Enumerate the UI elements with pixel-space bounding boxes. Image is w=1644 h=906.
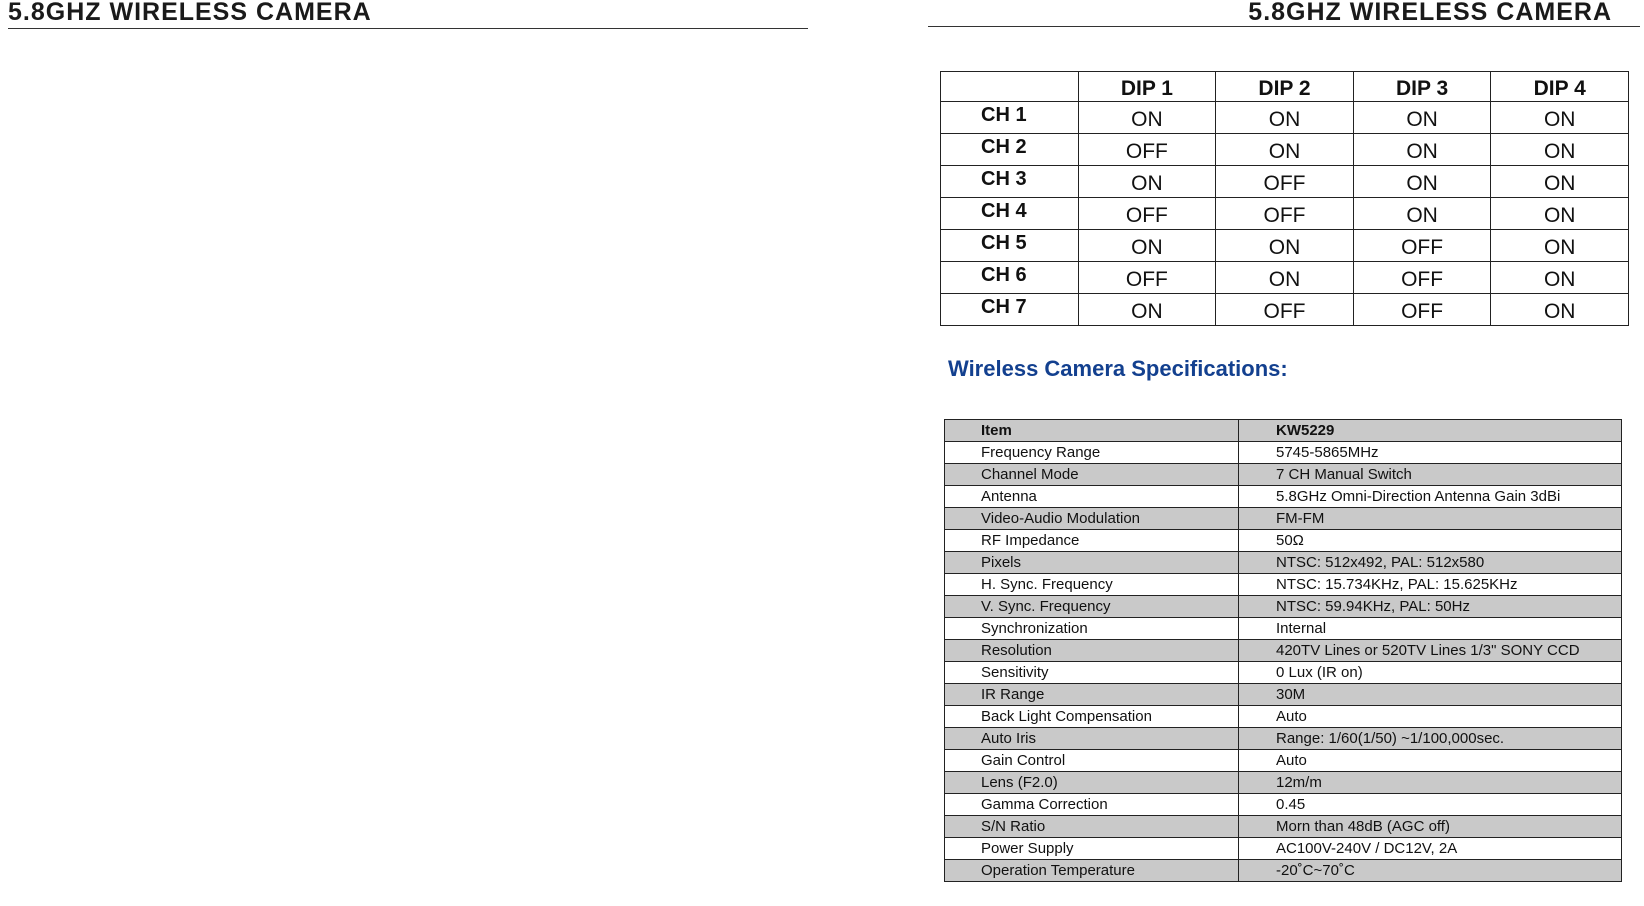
dip-header-cell: DIP 1 bbox=[1078, 72, 1216, 102]
channel-label: CH 7 bbox=[941, 294, 1079, 326]
spec-row bbox=[945, 486, 1622, 508]
dip-row bbox=[941, 230, 1629, 262]
specifications-table bbox=[944, 419, 1622, 882]
spec-row bbox=[945, 442, 1622, 464]
dip-state-cell: ON bbox=[1353, 102, 1491, 134]
spec-value-cell: 0 Lux (IR on) bbox=[1239, 662, 1622, 684]
spec-value-cell: 7 CH Manual Switch bbox=[1239, 464, 1622, 486]
spec-value-cell: -20˚C~70˚C bbox=[1239, 860, 1622, 882]
dip-header-cell: DIP 3 bbox=[1353, 72, 1491, 102]
spec-row bbox=[945, 728, 1622, 750]
spec-item-cell: Gamma Correction bbox=[945, 794, 1239, 816]
dip-state-cell: ON bbox=[1216, 134, 1354, 166]
spec-item-cell: Frequency Range bbox=[945, 442, 1239, 464]
dip-state-cell: ON bbox=[1491, 198, 1629, 230]
spec-row bbox=[945, 574, 1622, 596]
spec-item-cell: Power Supply bbox=[945, 838, 1239, 860]
dip-state-cell: ON bbox=[1078, 294, 1216, 326]
dip-state-cell: ON bbox=[1216, 262, 1354, 294]
dip-state-cell: ON bbox=[1491, 294, 1629, 326]
dip-state-cell: ON bbox=[1078, 166, 1216, 198]
dip-row bbox=[941, 102, 1629, 134]
spec-item-cell: IR Range bbox=[945, 684, 1239, 706]
dip-row bbox=[941, 294, 1629, 326]
spec-value-cell: NTSC: 512x492, PAL: 512x580 bbox=[1239, 552, 1622, 574]
spec-value-cell: 0.45 bbox=[1239, 794, 1622, 816]
dip-header-cell: DIP 4 bbox=[1491, 72, 1629, 102]
dip-state-cell: OFF bbox=[1353, 230, 1491, 262]
spec-row bbox=[945, 662, 1622, 684]
spec-item-cell: Pixels bbox=[945, 552, 1239, 574]
spec-value-cell: 50Ω bbox=[1239, 530, 1622, 552]
dip-state-cell: ON bbox=[1353, 198, 1491, 230]
channel-label: CH 2 bbox=[941, 134, 1079, 166]
dip-state-cell: OFF bbox=[1216, 166, 1354, 198]
spec-value-cell: Auto bbox=[1239, 706, 1622, 728]
spec-row bbox=[945, 618, 1622, 640]
spec-item-cell: Synchronization bbox=[945, 618, 1239, 640]
spec-value-cell: 5.8GHz Omni-Direction Antenna Gain 3dBi bbox=[1239, 486, 1622, 508]
spec-row bbox=[945, 794, 1622, 816]
dip-state-cell: ON bbox=[1491, 262, 1629, 294]
dip-header-cell bbox=[941, 72, 1079, 102]
spec-value-cell: KW5229 bbox=[1239, 420, 1622, 442]
spec-row bbox=[945, 706, 1622, 728]
channel-label: CH 5 bbox=[941, 230, 1079, 262]
spec-value-cell: FM-FM bbox=[1239, 508, 1622, 530]
dip-state-cell: ON bbox=[1078, 102, 1216, 134]
dip-row bbox=[941, 166, 1629, 198]
spec-row bbox=[945, 684, 1622, 706]
channel-label: CH 6 bbox=[941, 262, 1079, 294]
spec-item-cell: Antenna bbox=[945, 486, 1239, 508]
dip-header-row bbox=[941, 72, 1629, 102]
dip-switch-table bbox=[940, 71, 1629, 326]
channel-label: CH 1 bbox=[941, 102, 1079, 134]
spec-row bbox=[945, 816, 1622, 838]
spec-row bbox=[945, 640, 1622, 662]
spec-item-cell: Resolution bbox=[945, 640, 1239, 662]
dip-header-cell: DIP 2 bbox=[1216, 72, 1354, 102]
spec-row bbox=[945, 860, 1622, 882]
spec-item-cell: Lens (F2.0) bbox=[945, 772, 1239, 794]
spec-value-cell: Morn than 48dB (AGC off) bbox=[1239, 816, 1622, 838]
dip-state-cell: OFF bbox=[1078, 134, 1216, 166]
spec-item-cell: Gain Control bbox=[945, 750, 1239, 772]
dip-state-cell: OFF bbox=[1353, 262, 1491, 294]
dip-state-cell: ON bbox=[1491, 230, 1629, 262]
specifications-title: Wireless Camera Specifications: bbox=[948, 356, 1288, 381]
spec-item-cell: Operation Temperature bbox=[945, 860, 1239, 882]
right-page-header bbox=[928, 0, 1640, 27]
spec-item-cell: Video-Audio Modulation bbox=[945, 508, 1239, 530]
spec-row bbox=[945, 552, 1622, 574]
dip-state-cell: OFF bbox=[1216, 198, 1354, 230]
spec-row bbox=[945, 464, 1622, 486]
spec-row bbox=[945, 596, 1622, 618]
spec-value-cell: Internal bbox=[1239, 618, 1622, 640]
dip-state-cell: ON bbox=[1353, 166, 1491, 198]
spec-value-cell: AC100V-240V / DC12V, 2A bbox=[1239, 838, 1622, 860]
dip-state-cell: OFF bbox=[1216, 294, 1354, 326]
spec-item-cell: Channel Mode bbox=[945, 464, 1239, 486]
right-page-title: 5.8GHZ WIRELESS CAMERA bbox=[1248, 0, 1612, 26]
spec-row bbox=[945, 530, 1622, 552]
channel-label: CH 4 bbox=[941, 198, 1079, 230]
dip-state-cell: OFF bbox=[1353, 294, 1491, 326]
channel-label: CH 3 bbox=[941, 166, 1079, 198]
spec-value-cell: 30M bbox=[1239, 684, 1622, 706]
dip-state-cell: OFF bbox=[1078, 262, 1216, 294]
spec-value-cell: NTSC: 15.734KHz, PAL: 15.625KHz bbox=[1239, 574, 1622, 596]
spec-value-cell: Auto bbox=[1239, 750, 1622, 772]
dip-state-cell: ON bbox=[1078, 230, 1216, 262]
spec-header-row bbox=[945, 420, 1622, 442]
spec-item-cell: Sensitivity bbox=[945, 662, 1239, 684]
dip-state-cell: ON bbox=[1491, 102, 1629, 134]
spec-value-cell: 5745-5865MHz bbox=[1239, 442, 1622, 464]
dip-state-cell: ON bbox=[1353, 134, 1491, 166]
spec-item-cell: V. Sync. Frequency bbox=[945, 596, 1239, 618]
dip-row bbox=[941, 262, 1629, 294]
spec-value-cell: 420TV Lines or 520TV Lines 1/3" SONY CCD bbox=[1239, 640, 1622, 662]
dip-row bbox=[941, 198, 1629, 230]
spec-item-cell: Auto Iris bbox=[945, 728, 1239, 750]
spec-item-cell: RF Impedance bbox=[945, 530, 1239, 552]
spec-row bbox=[945, 508, 1622, 530]
spec-row bbox=[945, 772, 1622, 794]
dip-state-cell: ON bbox=[1491, 134, 1629, 166]
dip-state-cell: ON bbox=[1216, 102, 1354, 134]
dip-row bbox=[941, 134, 1629, 166]
spec-value-cell: Range: 1/60(1/50) ~1/100,000sec. bbox=[1239, 728, 1622, 750]
spec-row bbox=[945, 750, 1622, 772]
dip-state-cell: OFF bbox=[1078, 198, 1216, 230]
spec-item-cell: H. Sync. Frequency bbox=[945, 574, 1239, 596]
spec-value-cell: NTSC: 59.94KHz, PAL: 50Hz bbox=[1239, 596, 1622, 618]
left-page-title: 5.8GHZ WIRELESS CAMERA bbox=[8, 0, 372, 26]
spec-item-cell: S/N Ratio bbox=[945, 816, 1239, 838]
spec-row bbox=[945, 838, 1622, 860]
spec-item-cell: Item bbox=[945, 420, 1239, 442]
spec-value-cell: 12m/m bbox=[1239, 772, 1622, 794]
dip-state-cell: ON bbox=[1491, 166, 1629, 198]
left-page-header bbox=[8, 0, 808, 29]
spec-item-cell: Back Light Compensation bbox=[945, 706, 1239, 728]
dip-state-cell: ON bbox=[1216, 230, 1354, 262]
